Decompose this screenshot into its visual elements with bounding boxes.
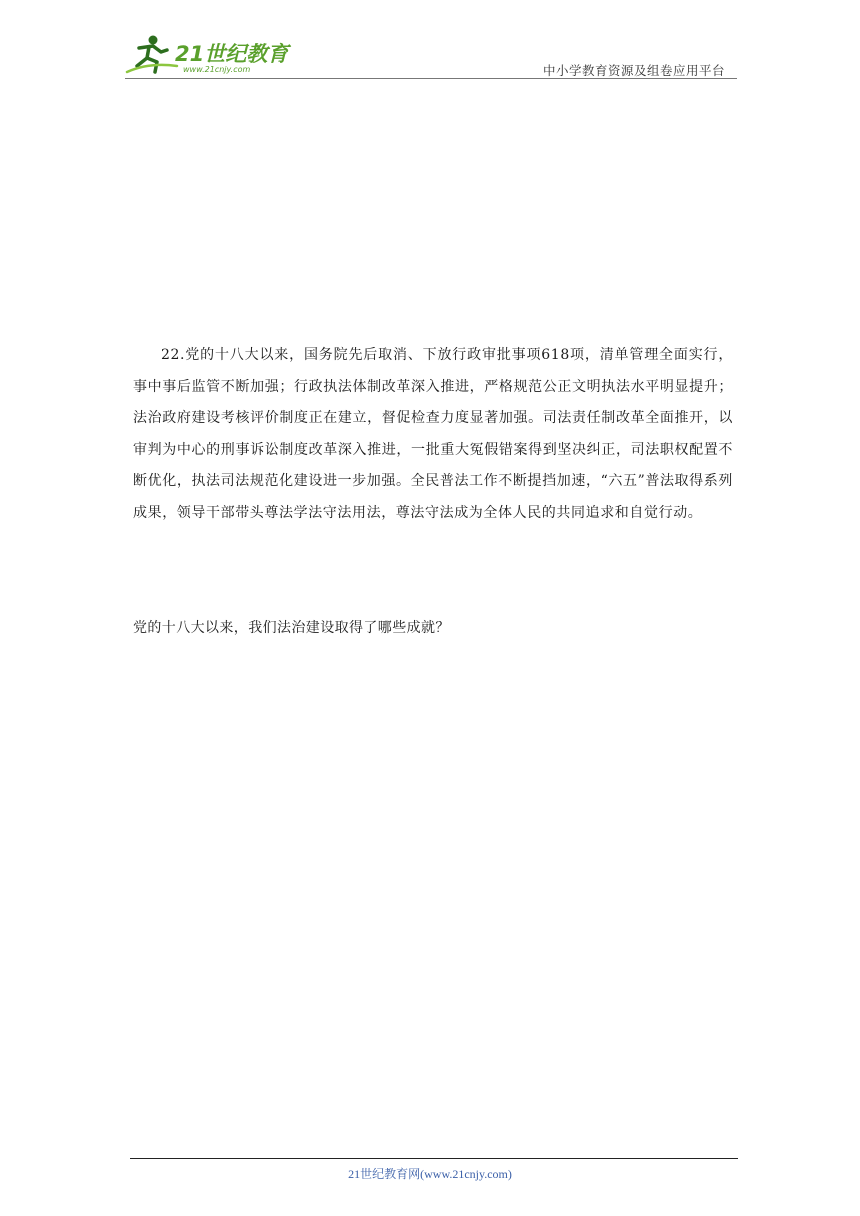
logo-text: 21世纪教育	[175, 42, 289, 66]
question-body: 党的十八大以来，国务院先后取消、下放行政审批事项618项，清单管理全面实行，事中事后监管不断加强；行政执法体制改革深入推进，严格规范公正文明执法水平明显提升；法治政府建设考核评价制度正在建立，督促检查力度显著加强。司法责任制改革全面推开，以审判为中心的刑事诉讼制度改革深入推进，一批重大冤假错案得到坚决纠正，司法职权配置不断优化，执法司法规范化建设进一步加强。全民普法工作不断提挡加速，“六五”普法取得系列成果，领导干部带头尊法学法守法用法，尊法守法成为全体人民的共同追求和自觉行动。	[133, 347, 733, 521]
site-name: 中小学教育资源及组卷应用平台	[542, 63, 725, 78]
logo-url: www.21cnjy.com	[183, 65, 251, 74]
header-divider	[125, 78, 737, 79]
question-number: 22.	[161, 347, 186, 363]
logo-21cnjy	[125, 32, 295, 76]
footer-divider	[130, 1158, 738, 1159]
page-header	[125, 32, 737, 78]
question-paragraph	[133, 340, 733, 529]
runner-icon	[127, 36, 177, 73]
footer-text: 21世纪教育网(www.21cnjy.com)	[348, 1167, 512, 1181]
question-prompt: 党的十八大以来，我们法治建设取得了哪些成就？	[133, 620, 450, 636]
